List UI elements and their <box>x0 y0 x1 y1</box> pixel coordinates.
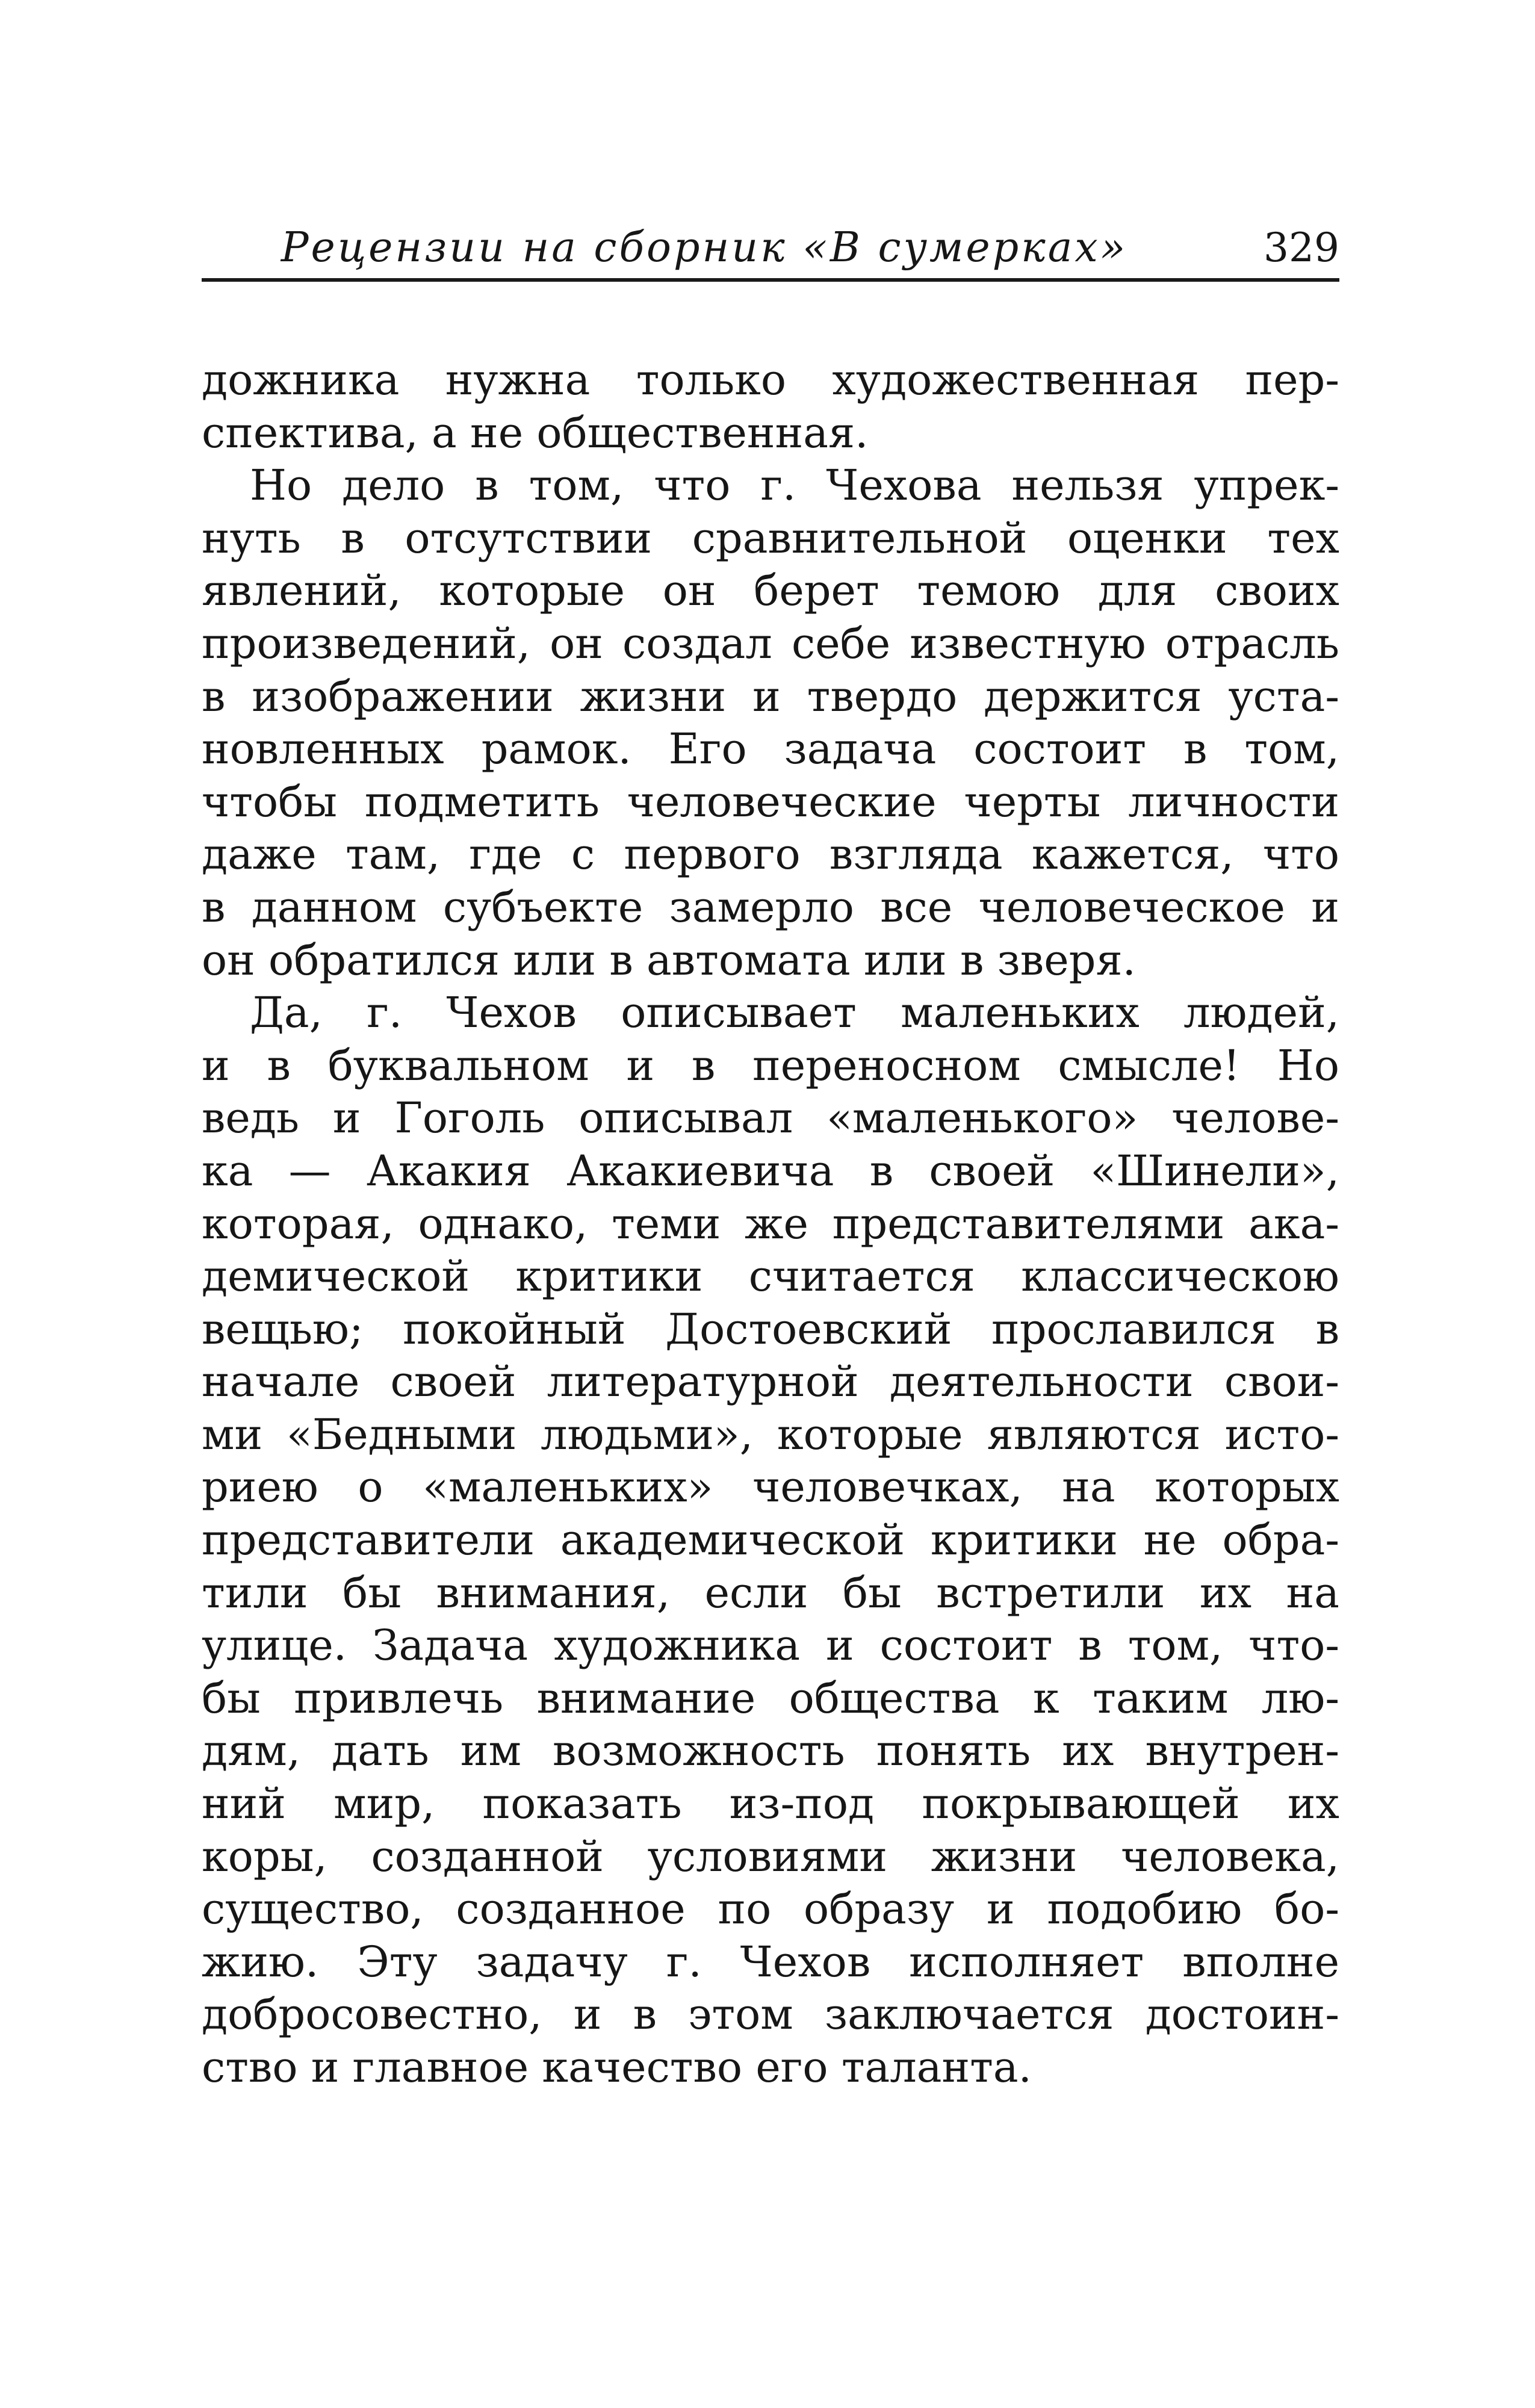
text-line: нуть в отсутствии сравнительной оценки тех <box>202 513 1339 563</box>
text-line: вещью; покойный Достоевский прославился в <box>202 1304 1339 1354</box>
text-line: ка — Акакия Акакиевича в своей «Шинели», <box>202 1146 1339 1196</box>
text-line: новленных рамок. Его задача состоит в том, <box>202 724 1339 774</box>
text-line: дям, дать им возможность понять их внутрен- <box>202 1726 1339 1776</box>
text-line: ство и главное качество его таланта. <box>202 2043 1032 2092</box>
text-line: Но дело в том, что г. Чехова нельзя упрек- <box>250 461 1339 510</box>
header-rule <box>202 278 1339 282</box>
text-line: улице. Задача художника и состоит в том, что- <box>202 1621 1339 1671</box>
body-text <box>202 354 1339 2094</box>
text-line: даже там, где с первого взгляда кажется, что <box>202 830 1339 880</box>
text-line: ний мир, показать из-под покрывающей их <box>202 1779 1339 1829</box>
page-header <box>202 217 1339 283</box>
text-line: дожника нужна только художественная пер- <box>202 355 1339 405</box>
text-line: риею о «маленьких» человечках, на которых <box>202 1462 1339 1512</box>
page-number: 329 <box>1264 225 1339 271</box>
text-line: тили бы внимания, если бы встретили их на <box>202 1568 1339 1618</box>
text-line: чтобы подметить человеческие черты личности <box>202 777 1339 827</box>
text-line: Да, г. Чехов описывает маленьких людей, <box>250 988 1339 1038</box>
text-line: произведений, он создал себе известную отрасль <box>202 618 1339 668</box>
text-line: и в буквальном и в переносном смысле! Но <box>202 1040 1339 1090</box>
text-line: начале своей литературной деятельности свои- <box>202 1357 1339 1407</box>
text-line: в изображении жизни и твердо держится уста- <box>202 671 1339 721</box>
text-line: в данном субъекте замерло все человеческое и <box>202 882 1339 932</box>
text-line: ми «Бедными людьми», которые являются исто- <box>202 1409 1339 1459</box>
text-line: спектива, а не общественная. <box>202 408 869 458</box>
text-line: добросовестно, и в этом заключается достоин- <box>202 1990 1339 2040</box>
running-title: Рецензии на сборник «В сумерках» <box>281 224 1128 272</box>
text-line: бы привлечь внимание общества к таким лю- <box>202 1673 1339 1723</box>
text-line: демической критики считается классическою <box>202 1252 1339 1302</box>
text-line: представители академической критики не обра- <box>202 1515 1339 1565</box>
text-line: существо, созданное по образу и подобию бо- <box>202 1884 1339 1934</box>
text-line: коры, созданной условиями жизни человека, <box>202 1831 1339 1881</box>
text-line: ведь и Гоголь описывал «маленького» челове- <box>202 1093 1339 1143</box>
text-line: жию. Эту задачу г. Чехов исполняет вполне <box>202 1937 1339 1987</box>
text-line: которая, однако, теми же представителями ака- <box>202 1199 1339 1249</box>
text-line: явлений, которые он берет темою для своих <box>202 566 1339 616</box>
text-line: он обратился или в автомата или в зверя. <box>202 935 1136 985</box>
